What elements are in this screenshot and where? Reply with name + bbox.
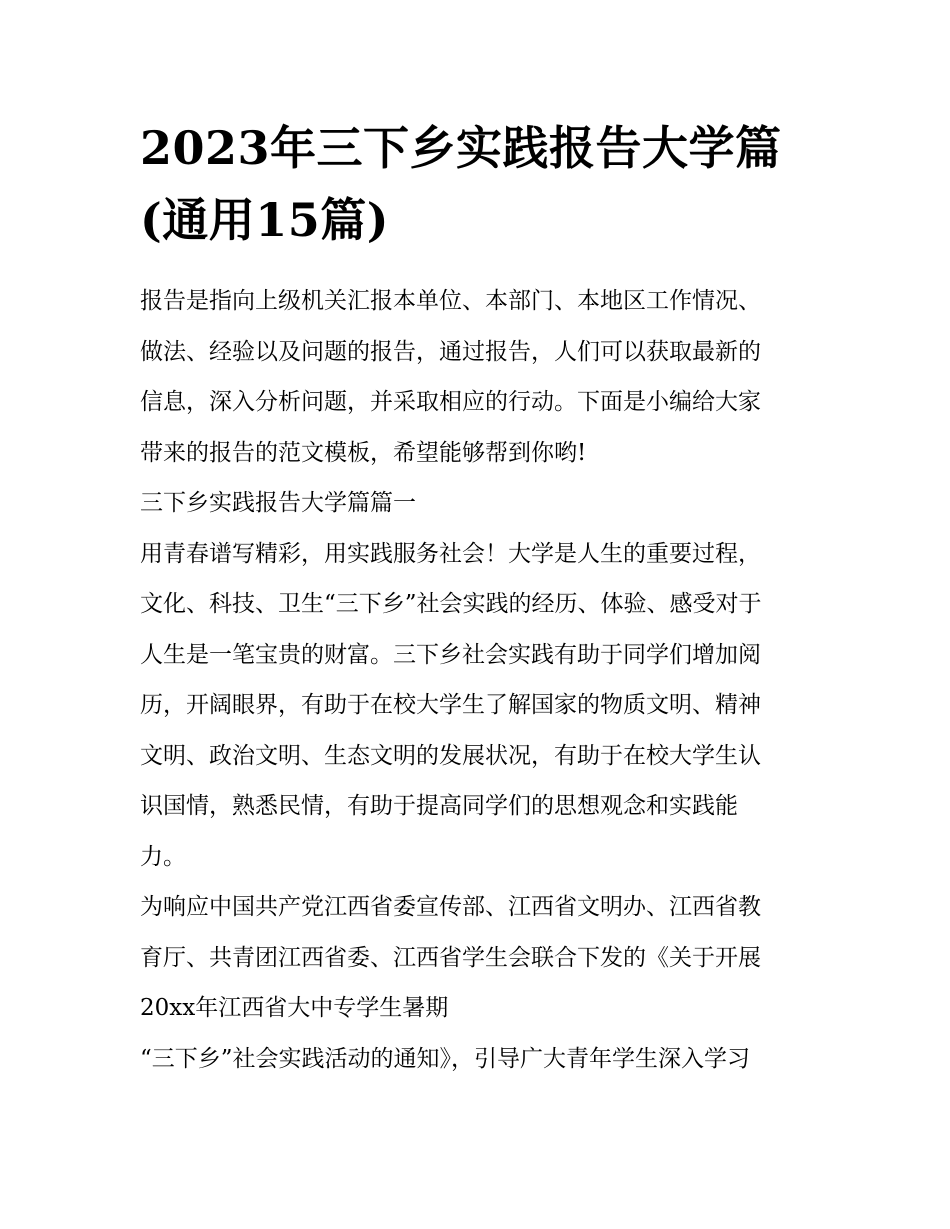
text-line: 用青春谱写精彩，用实践服务社会！大学是人生的重要过程， [140, 540, 761, 567]
text-line: “三下乡”社会实践活动的通知》，引导广大青年学生深入学习 [140, 1045, 751, 1072]
document-body [140, 112, 816, 1084]
text-line: 文明、政治文明、生态文明的发展状况，有助于在校大学生认 [140, 742, 761, 769]
document-title [140, 112, 816, 256]
text-line: 做法、经验以及问题的报告，通过报告，人们可以获取最新的 [140, 338, 761, 365]
text-line: 为响应中国共产党江西省委宣传部、江西省文明办、江西省教 [140, 894, 761, 920]
text-line: 人生是一笔宝贵的财富。三下乡社会实践有助于同学们增加阅 [140, 641, 761, 668]
text-line: 历，开阔眼界，有助于在校大学生了解国家的物质文明、精神 [140, 692, 761, 718]
text-line: 文化、科技、卫生“三下乡”社会实践的经历、体验、感受对于 [140, 591, 762, 617]
body-paragraph [140, 882, 816, 1034]
text-line: 信息，深入分析问题，并采取相应的行动。下面是小编给大家 [140, 389, 761, 415]
text-line: 20xx年江西省大中专学生暑期 [140, 995, 449, 1021]
title-line: (通用15篇) [140, 193, 390, 247]
text-line: 报告是指向上级机关汇报本单位、本部门、本地区工作情况、 [140, 288, 761, 314]
section-heading [140, 478, 816, 529]
text-line: 识国情，熟悉民情，有助于提高同学们的思想观念和实践能 [140, 793, 738, 819]
body-paragraph [140, 529, 816, 883]
text-line: 育厅、共青团江西省委、江西省学生会联合下发的《关于开展 [140, 944, 761, 971]
text-line: 力。 [140, 843, 186, 870]
text-line: 带来的报告的范文模板，希望能够帮到你哟! [140, 439, 587, 466]
body-paragraph [140, 1034, 816, 1085]
intro-paragraph [140, 276, 816, 478]
text-line: 三下乡实践报告大学篇篇一 [140, 490, 416, 516]
title-line: 2023年三下乡实践报告大学篇 [140, 121, 782, 175]
